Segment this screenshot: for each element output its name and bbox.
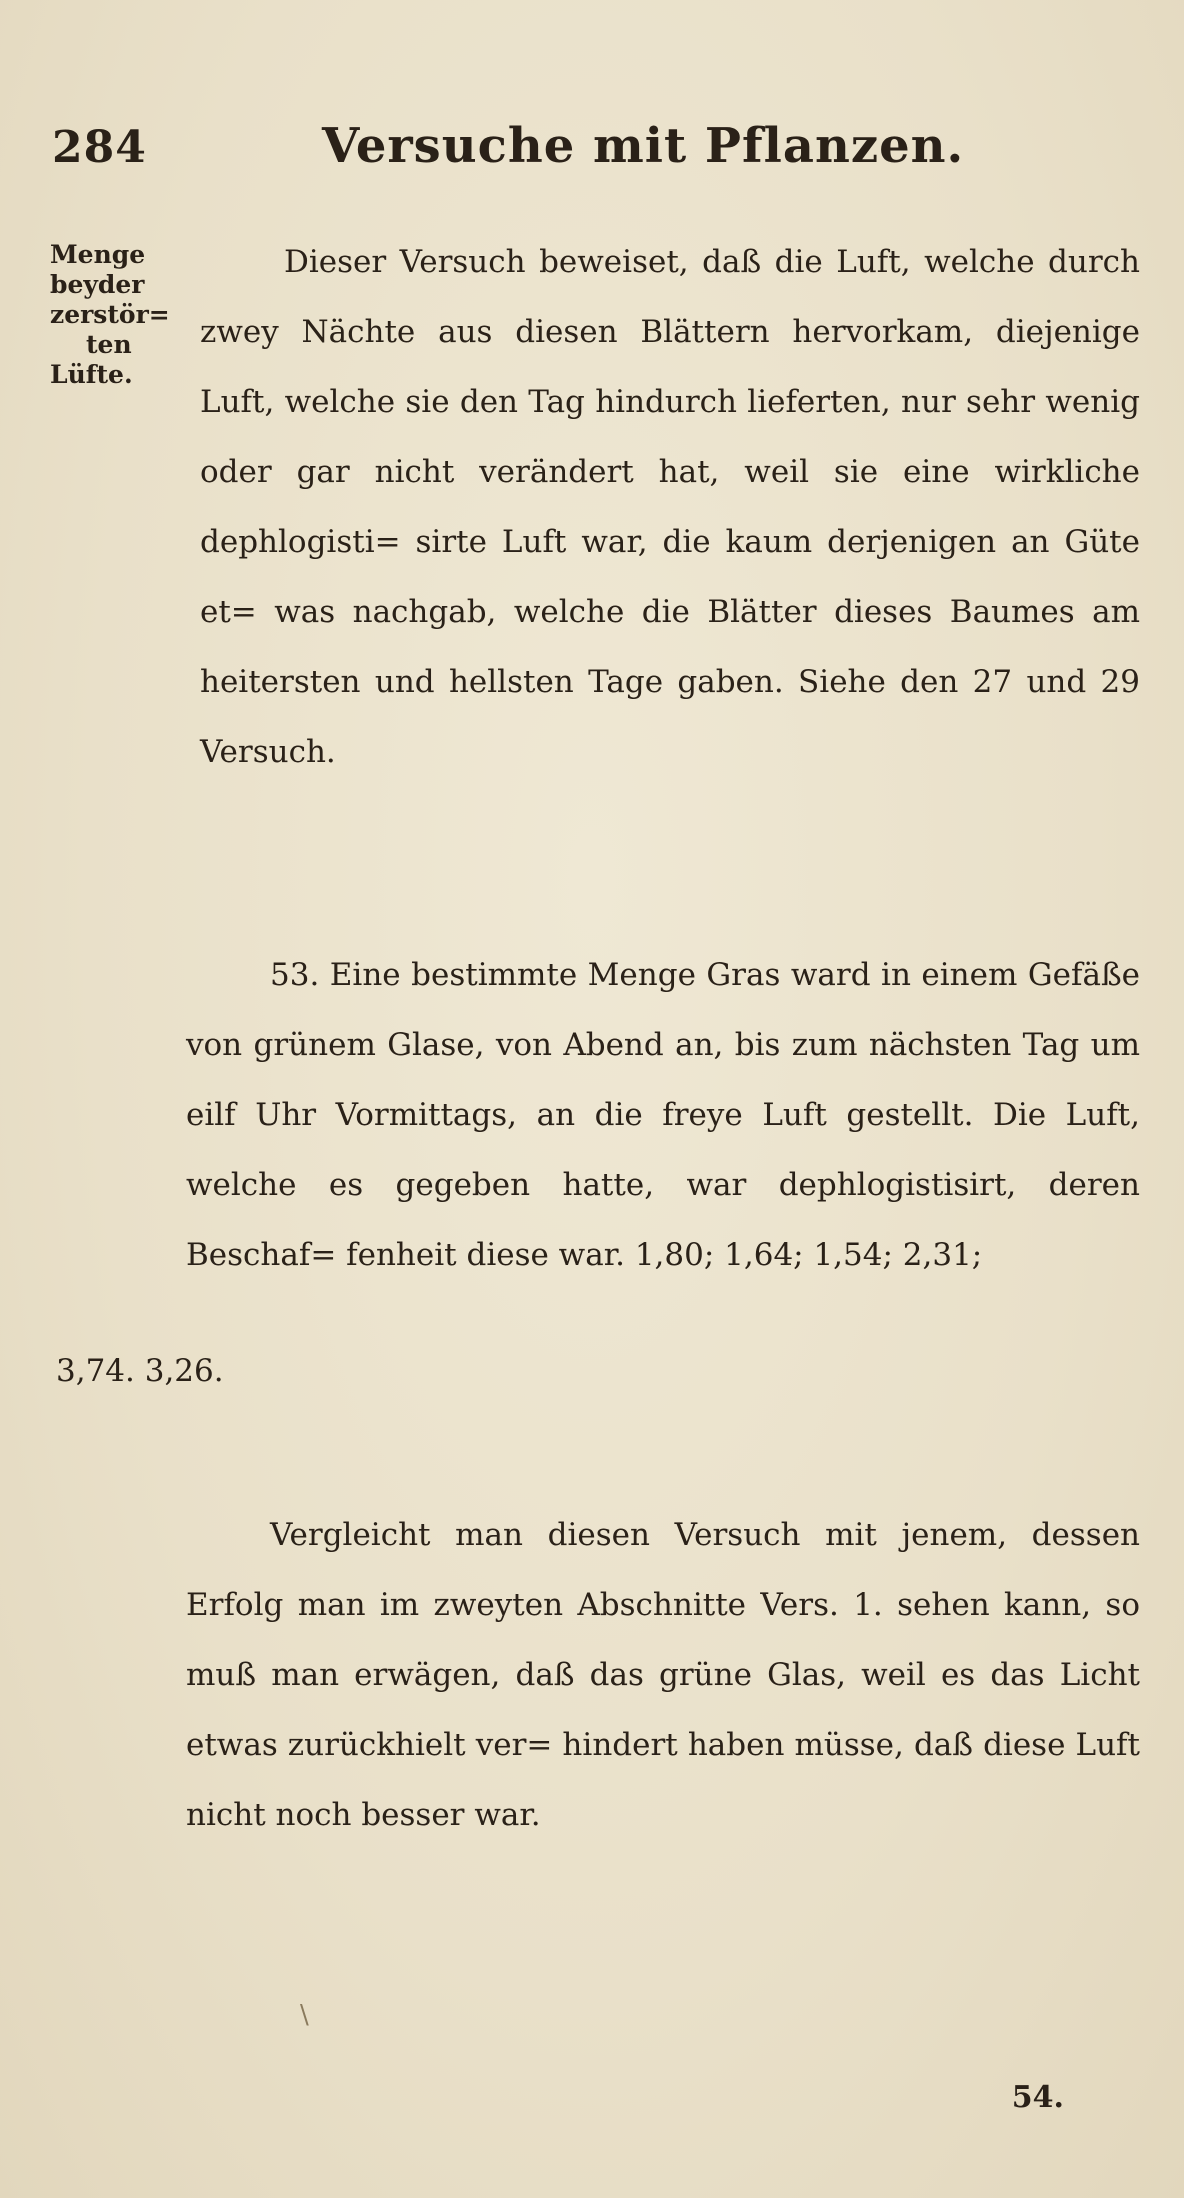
page-number: 284 — [52, 122, 147, 173]
margin-note-line: Menge — [50, 240, 146, 269]
margin-note-line: ten — [86, 330, 132, 359]
paragraph-3: Vergleicht man diesen Versuch mit jenem, dessen Erfolg man im zweyten Abschnitte Vers. 1. sehen kann, so muß man erwägen, daß das grüne Glas, weil es das Licht etwas zurückhielt ver= hindert haben müsse, daß diese Luft nicht noch besser war. — [186, 1517, 1140, 1833]
margin-note-line: Lüfte. — [50, 360, 133, 389]
catchword: 54. — [1011, 2080, 1064, 2115]
margin-note-line: zerstör= — [50, 300, 170, 329]
paragraph-1: Dieser Versuch beweiset, daß die Luft, welche durch zwey Nächte aus diesen Blättern hervorkam, diejenige Luft, welche sie den Tag hindurch lieferten, nur sehr wenig oder gar nicht verändert hat, weil sie eine wirkliche dephlogisti= sirte Luft war, die kaum derjenigen an Güte et= was nachgab, welche die Blätter dieses Baumes am heitersten und hellsten Tage gaben. Siehe den 27 und 29 Versuch. — [200, 244, 1140, 770]
page-header — [0, 118, 1184, 188]
margin-note-line: beyder — [50, 270, 145, 299]
margin-note — [50, 240, 200, 390]
paragraph-2-continuation: 3,74. 3,26. — [56, 1353, 224, 1389]
paper-mark: \ — [300, 2000, 309, 2030]
running-title: Versuche mit Pflanzen. — [322, 118, 965, 174]
paragraph-2: 53. Eine bestimmte Menge Gras ward in einem Gefäße von grünem Glase, von Abend an, bis zum nächsten Tag um eilf Uhr Vormittags, an die freye Luft gestellt. Die Luft, welche es gegeben hatte, war dephlogistisirt, deren Beschaf= fenheit diese war. 1,80; 1,64; 1,54; 2,31; — [186, 957, 1140, 1273]
